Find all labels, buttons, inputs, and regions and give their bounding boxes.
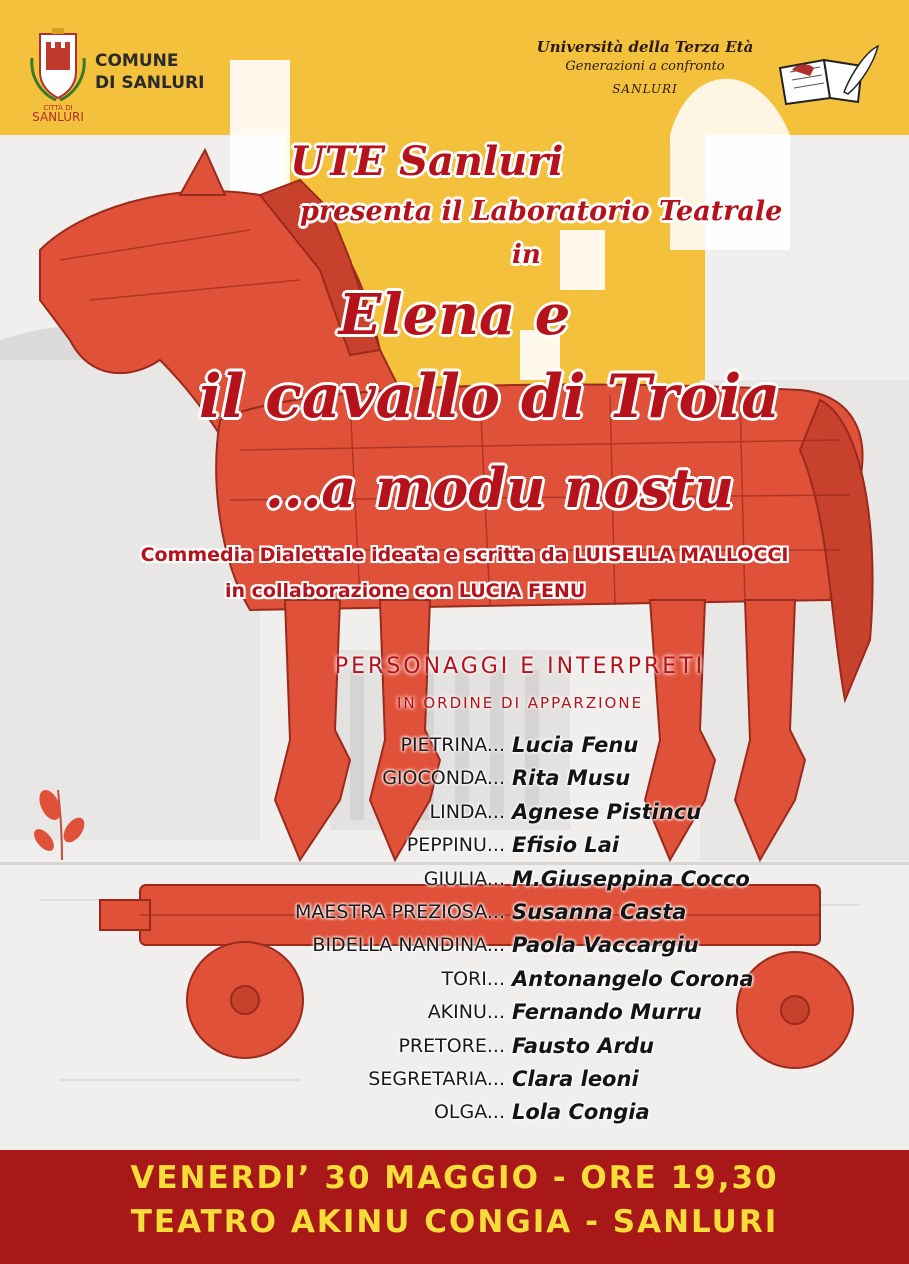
ute-city: SANLURI <box>612 82 678 96</box>
book-quill-icon <box>774 42 884 106</box>
cast-role: LINDA... <box>429 800 505 823</box>
cast-row <box>0 901 909 934</box>
cast-row <box>0 1001 909 1034</box>
crest-name: SANLURI <box>32 110 84 124</box>
crest-icon <box>26 28 90 104</box>
play-title-line2: il cavallo di Troia <box>198 362 781 432</box>
cast-row <box>0 934 909 967</box>
credit-collaboration: in collaborazione con LUCIA FENU <box>225 580 586 602</box>
comune-label <box>95 50 204 94</box>
comune-line1: COMUNE <box>95 51 179 71</box>
play-title-line3: ...a modu nostu <box>264 456 735 520</box>
presenter-title: UTE Sanluri <box>290 138 564 185</box>
cast-row <box>0 834 909 867</box>
credit-author: Commedia Dialettale ideata e scritta da LUISELLA MALLOCCI <box>140 544 789 566</box>
event-date: VENERDI’ 30 MAGGIO - ORE 19,30 <box>130 1160 779 1196</box>
cast-actor: Fernando Murru <box>512 1000 702 1025</box>
in-word: in <box>512 240 541 270</box>
presents-line: presenta il Laboratorio Teatrale <box>300 196 783 227</box>
play-title-line1: Elena e <box>338 282 571 348</box>
ute-logo-text <box>520 38 770 96</box>
cast-actor: Rita Musu <box>512 766 631 791</box>
ute-title: Università della Terza Età <box>536 38 754 56</box>
event-venue: TEATRO AKINU CONGIA - SANLURI <box>130 1204 779 1240</box>
crest-logo <box>26 28 90 108</box>
cast-actor: Efisio Lai <box>512 833 620 858</box>
cast-role: PIETRINA... <box>400 734 505 756</box>
cast-actor: Fausto Ardu <box>512 1033 654 1058</box>
cast-subheading: IN ORDINE DI APPARZIONE <box>396 694 644 712</box>
comune-line2: DI SANLURI <box>95 73 205 93</box>
cast-heading: PERSONAGGI E INTERPRETI <box>334 654 706 679</box>
ute-subtitle: Generazioni a confronto <box>565 59 725 74</box>
cast-row <box>0 1035 909 1068</box>
cast-actor: Clara leoni <box>512 1066 639 1091</box>
cast-actor: M.Giuseppina Cocco <box>512 866 750 891</box>
cast-actor: Lucia Fenu <box>512 733 639 757</box>
cast-role: PEPPINU... <box>406 834 505 857</box>
cast-actor: Susanna Casta <box>512 899 687 924</box>
cast-role: TORI... <box>441 967 505 990</box>
cast-row <box>0 868 909 901</box>
cast-role: BIDELLA NANDINA... <box>312 934 505 957</box>
cast-actor: Paola Vaccargiu <box>512 933 699 958</box>
cast-actor: Lola Congia <box>512 1100 650 1125</box>
cast-role: SEGRETARIA... <box>368 1067 505 1090</box>
cast-actor: Agnese Pistincu <box>512 799 702 824</box>
cast-row <box>0 1068 909 1101</box>
crest-caption: CITTÀ DI <box>43 104 73 112</box>
cast-row <box>0 734 909 767</box>
cast-role: GIOCONDA... <box>382 767 505 790</box>
cast-list <box>0 734 909 1135</box>
cast-row <box>0 1101 909 1134</box>
cast-row <box>0 801 909 834</box>
cast-role: GIULIA... <box>423 867 505 890</box>
cast-row <box>0 767 909 800</box>
cast-role: PRETORE... <box>398 1034 505 1057</box>
cast-role: MAESTRA PREZIOSA... <box>295 900 505 923</box>
cast-row <box>0 968 909 1001</box>
cast-role: AKINU... <box>427 1001 505 1024</box>
cast-role: OLGA... <box>433 1101 505 1124</box>
cast-actor: Antonangelo Corona <box>512 966 754 991</box>
